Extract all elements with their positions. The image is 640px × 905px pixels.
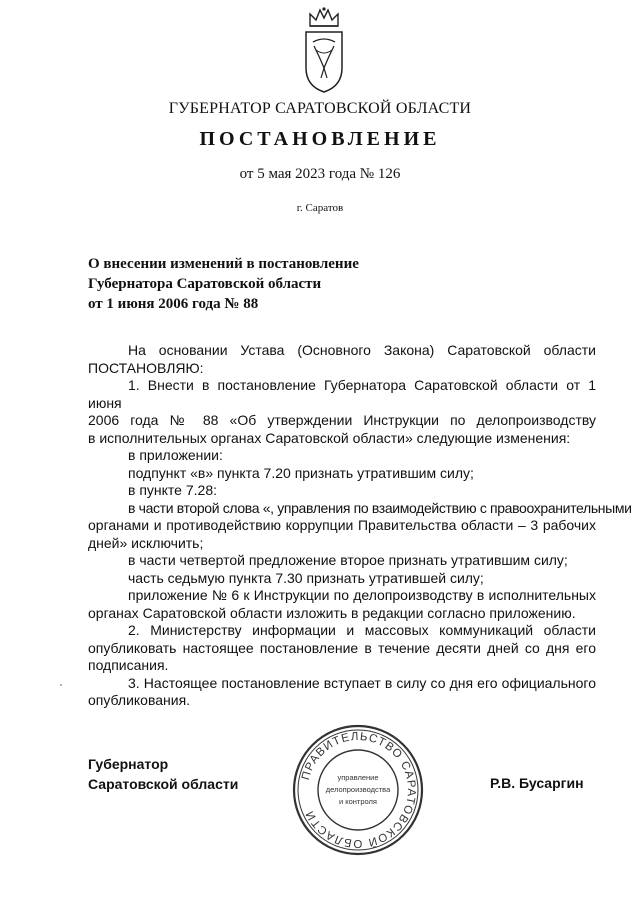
body-line: в исполнительных органах Саратовской области» следующие изменения: xyxy=(88,429,571,446)
stamp-ring-text: ПРАВИТЕЛЬСТВО САРАТОВСКОЙ ОБЛАСТИ xyxy=(300,730,418,850)
signatory-title xyxy=(88,754,238,794)
body-line: органами и противодействию коррупции Правительства области – 3 рабочих xyxy=(88,517,596,533)
body-line: 1. Внести в постановление Губернатора Саратовской области от 1 июня xyxy=(88,377,596,411)
stamp-line: управление xyxy=(337,773,379,782)
body-line: в части четвертой предложение второе признать утратившим силу; xyxy=(128,552,568,568)
body-line: На основании Устава (Основного Закона) Саратовской области xyxy=(128,342,596,358)
body-line: органах Саратовской области изложить в редакции согласно приложению. xyxy=(88,604,576,621)
coat-of-arms-icon xyxy=(294,6,354,94)
body-line: 2006 года № 88 «Об утверждении Инструкции по делопроизводству xyxy=(88,412,596,428)
body-line: подпункт «в» пункта 7.20 признать утратившим силу; xyxy=(128,464,474,481)
signatory-title-line: Губернатор xyxy=(88,756,169,772)
subject-line: Губернатора Саратовской области xyxy=(88,276,322,292)
body-line: ПОСТАНОВЛЯЮ: xyxy=(88,359,204,376)
subject-line: от 1 июня 2006 года № 88 xyxy=(88,296,259,312)
issuing-authority: ГУБЕРНАТОР САРАТОВСКОЙ ОБЛАСТИ xyxy=(168,100,472,117)
stamp-line: и контроля xyxy=(338,797,378,806)
body-line: приложение № 6 к Инструкции по делопроизводству в исполнительных xyxy=(128,587,596,603)
body-line: опубликовать настоящее постановление в течение десяти дней со дня его xyxy=(88,639,596,656)
document-city: г. Саратов xyxy=(296,202,344,214)
body-line: часть седьмую пункта 7.30 признать утратившей силу; xyxy=(128,569,484,586)
body-line: в приложении: xyxy=(128,447,223,463)
official-stamp xyxy=(290,722,426,858)
document-date-number: от 5 мая 2023 года № 126 xyxy=(239,166,401,182)
body-line: 2. Министерству информации и массовых коммуникаций области xyxy=(128,622,596,638)
body-line: 3. Настоящее постановление вступает в силу со дня его официального xyxy=(128,674,596,691)
document-type: ПОСТАНОВЛЕНИЕ xyxy=(199,128,441,150)
body-line: подписания. xyxy=(88,657,169,673)
stamp-line: делопроизводства xyxy=(325,785,391,794)
signatory-name: Р.В. Бусаргин xyxy=(490,775,584,791)
body-line: опубликования. xyxy=(88,692,191,708)
scan-speck xyxy=(60,684,62,686)
body-line: в пункте 7.28: xyxy=(128,482,217,498)
body-line: дней» исключить; xyxy=(88,534,204,551)
document-body xyxy=(88,342,632,710)
body-line: в части второй слова «, управления по взаимодействию с правоохранительными xyxy=(128,499,632,516)
subject-line: О внесении изменений в постановление xyxy=(88,256,359,272)
document-subject xyxy=(88,254,418,314)
signatory-title-line: Саратовской области xyxy=(88,776,239,792)
